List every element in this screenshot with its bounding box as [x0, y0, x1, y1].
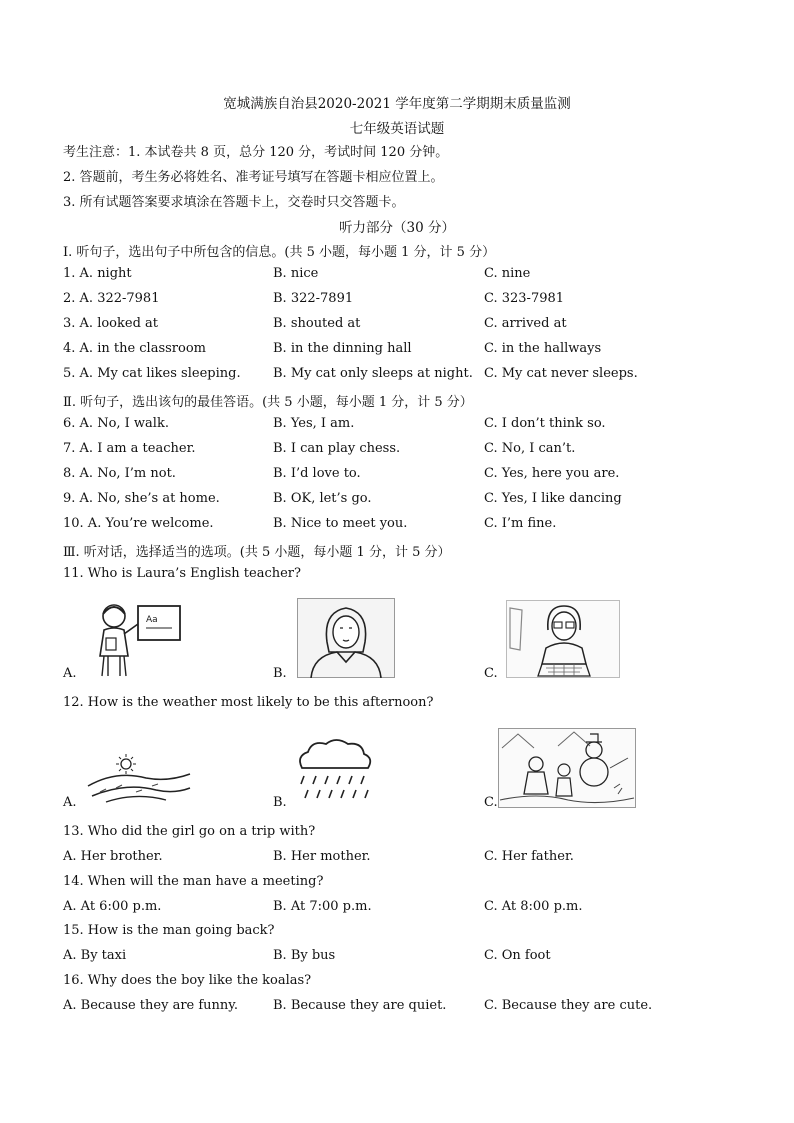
- picture-option-b-label: B.: [273, 666, 287, 681]
- note-2: 2. 答题前，考生务必将姓名、准考证号填写在答题卡相应位置上。: [63, 170, 444, 185]
- option-b: B. in the dinning hall: [273, 341, 412, 356]
- option-c: C. No, I can’t.: [484, 441, 576, 456]
- sunny-landscape-picture: [86, 752, 194, 806]
- picture-option-c-label: C.: [484, 666, 498, 681]
- option-b: B. At 7:00 p.m.: [273, 899, 372, 914]
- question-row: [63, 491, 763, 509]
- option-c: C. Her father.: [484, 849, 574, 864]
- note-3: 3. 所有试题答案要求填涂在答题卡上，交卷时只交答题卡。: [63, 195, 405, 210]
- question-row: [63, 948, 763, 966]
- option-a: 8. A. No, I’m not.: [63, 466, 176, 481]
- question-14: 14. When will the man have a meeting?: [63, 874, 324, 889]
- option-c: C. arrived at: [484, 316, 567, 331]
- option-b: B. I’d love to.: [273, 466, 361, 481]
- option-c: C. Yes, I like dancing: [484, 491, 622, 506]
- picture-option-a-label: A.: [63, 666, 77, 681]
- option-a: 2. A. 322-7981: [63, 291, 160, 306]
- girl-with-glasses-picture: [506, 600, 620, 678]
- question-16: 16. Why does the boy like the koalas?: [63, 973, 312, 988]
- option-b: B. 322-7891: [273, 291, 354, 306]
- question-row: [63, 466, 763, 484]
- question-row: [63, 316, 763, 334]
- option-c: C. I’m fine.: [484, 516, 557, 531]
- option-a: A. Because they are funny.: [63, 998, 239, 1013]
- section-2-heading: Ⅱ. 听句子，选出该句的最佳答语。(共 5 小题，每小题 1 分，计 5 分）: [63, 395, 473, 410]
- option-b: B. Because they are quiet.: [273, 998, 447, 1013]
- option-b: B. nice: [273, 266, 319, 281]
- question-row: [63, 899, 763, 917]
- option-c: C. Yes, here you are.: [484, 466, 620, 481]
- option-a: 10. A. You’re welcome.: [63, 516, 214, 531]
- option-c: C. Because they are cute.: [484, 998, 653, 1013]
- option-b: B. Yes, I am.: [273, 416, 355, 431]
- woman-portrait-picture: [297, 598, 395, 678]
- option-a: 3. A. looked at: [63, 316, 158, 331]
- option-c: C. On foot: [484, 948, 551, 963]
- option-b: B. OK, let’s go.: [273, 491, 372, 506]
- option-b: B. Nice to meet you.: [273, 516, 408, 531]
- question-13: 13. Who did the girl go on a trip with?: [63, 824, 316, 839]
- option-b: B. By bus: [273, 948, 336, 963]
- question-row: [63, 998, 763, 1016]
- note-1: 考生注意：1. 本试卷共 8 页，总分 120 分，考试时间 120 分钟。: [63, 145, 449, 160]
- option-c: C. nine: [484, 266, 531, 281]
- teacher-at-board-picture: [86, 600, 184, 680]
- question-row: [63, 341, 763, 359]
- question-row: [63, 516, 763, 534]
- option-b: B. I can play chess.: [273, 441, 401, 456]
- rain-cloud-picture: [292, 738, 376, 808]
- section-1-heading: Ⅰ. 听句子，选出句子中所包含的信息。(共 5 小题，每小题 1 分，计 5 分）: [63, 245, 496, 260]
- picture-option-c-label: C.: [484, 795, 498, 810]
- question-row: [63, 291, 763, 309]
- option-a: A. At 6:00 p.m.: [63, 899, 162, 914]
- question-12: 12. How is the weather most likely to be this afternoon?: [63, 695, 434, 710]
- section-3-heading: Ⅲ. 听对话，选择适当的选项。(共 5 小题，每小题 1 分，计 5 分）: [63, 545, 451, 560]
- exam-subtitle: 七年级英语试题: [349, 121, 445, 137]
- option-c: C. I don’t think so.: [484, 416, 606, 431]
- question-15: 15. How is the man going back?: [63, 923, 275, 938]
- option-a: 4. A. in the classroom: [63, 341, 206, 356]
- option-a: 6. A. No, I walk.: [63, 416, 169, 431]
- option-a: A. Her brother.: [63, 849, 163, 864]
- question-11: 11. Who is Laura’s English teacher?: [63, 566, 301, 581]
- board-text: Aa: [146, 615, 158, 625]
- option-a: 7. A. I am a teacher.: [63, 441, 196, 456]
- option-c: C. in the hallways: [484, 341, 602, 356]
- option-b: B. Her mother.: [273, 849, 371, 864]
- option-c: C. My cat never sleeps.: [484, 366, 638, 381]
- question-row: [63, 366, 763, 384]
- option-a: 1. A. night: [63, 266, 132, 281]
- question-row: [63, 849, 763, 867]
- question-row: [63, 266, 763, 284]
- option-a: 9. A. No, she’s at home.: [63, 491, 220, 506]
- option-c: C. 323-7981: [484, 291, 565, 306]
- option-a: 5. A. My cat likes sleeping.: [63, 366, 241, 381]
- option-b: B. shouted at: [273, 316, 361, 331]
- listening-part-title: 听力部分（30 分）: [339, 220, 455, 236]
- option-a: A. By taxi: [63, 948, 127, 963]
- snowman-scene-picture: [498, 728, 636, 808]
- picture-option-a-label: A.: [63, 795, 77, 810]
- question-row: [63, 416, 763, 434]
- picture-option-b-label: B.: [273, 795, 287, 810]
- exam-title: 宽城满族自治县2020-2021 学年度第二学期期末质量监测: [223, 96, 571, 112]
- question-row: [63, 441, 763, 459]
- option-c: C. At 8:00 p.m.: [484, 899, 583, 914]
- option-b: B. My cat only sleeps at night.: [273, 366, 473, 381]
